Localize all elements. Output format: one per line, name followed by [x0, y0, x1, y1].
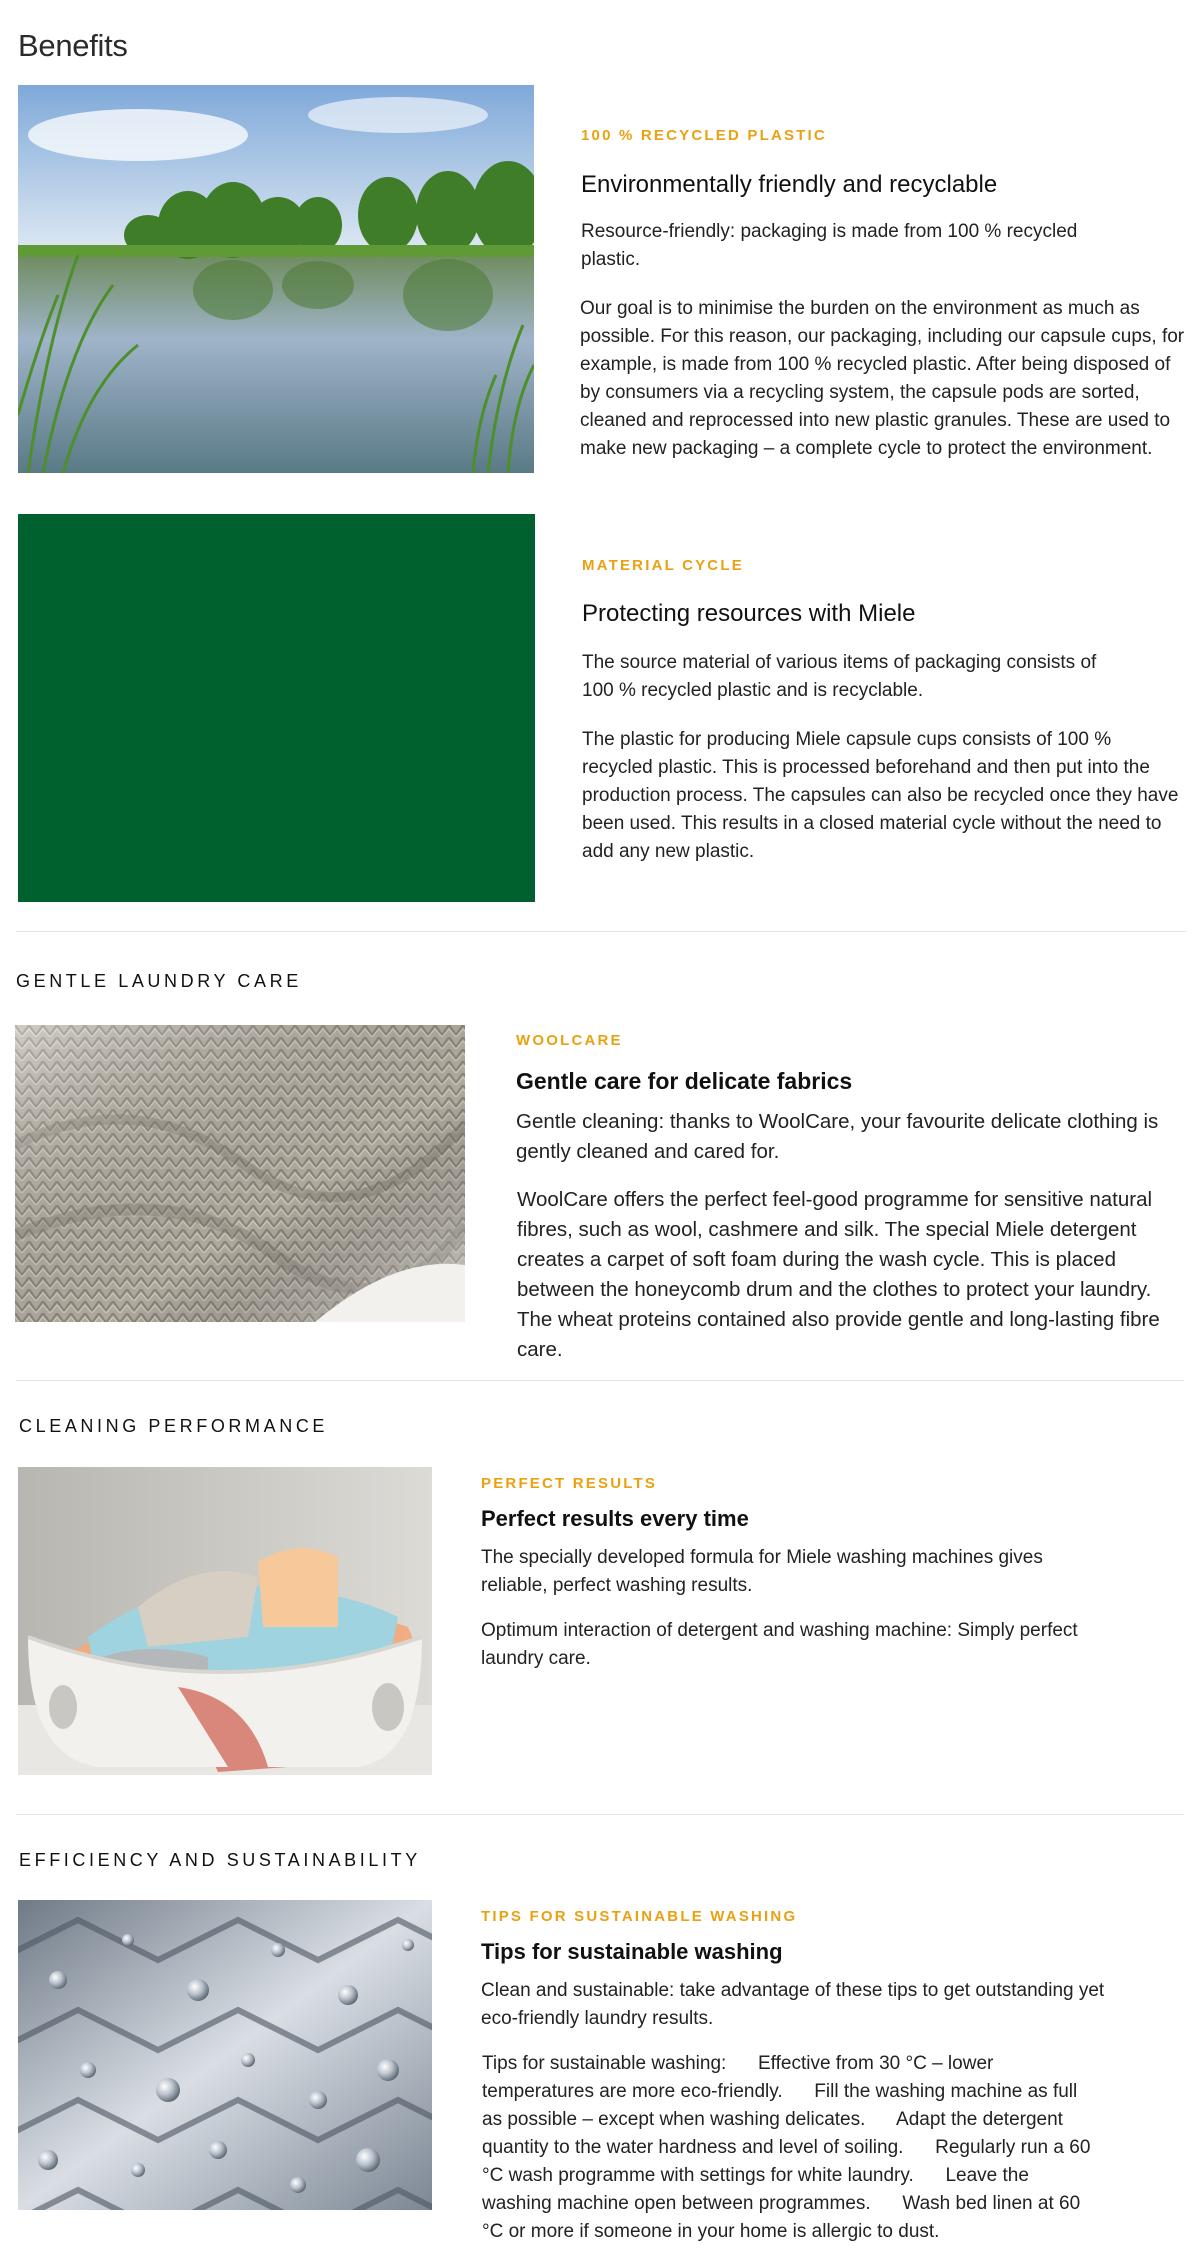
section-heading: Gentle care for delicate fabrics	[516, 1068, 853, 1094]
green-image	[18, 514, 535, 902]
tip-item: Regularly run a 60 °C wash programme with settings for white laundry.	[482, 2137, 1091, 2186]
tip-item: Effective from 30 °C – lower temperatures are more eco-friendly.	[482, 2053, 994, 2102]
section-title: GENTLE LAUNDRY CARE	[16, 971, 302, 991]
tips-intro: Tips for sustainable washing:	[482, 2053, 727, 2074]
divider	[16, 931, 1186, 932]
benefit-eyebrow: 100 % RECYCLED PLASTIC	[581, 127, 827, 144]
section-lead: Gentle cleaning: thanks to WoolCare, your favourite delicate clothing is gently cleaned and cared for.	[516, 1110, 1159, 1163]
section-title: EFFICIENCY AND SUSTAINABILITY	[19, 1850, 421, 1870]
section-heading: Perfect results every time	[481, 1506, 749, 1531]
tip-item: Fill the washing machine as full as possible – except when washing delicates.	[482, 2081, 1078, 2130]
tip-item: Leave the washing machine open between programmes.	[482, 2165, 1029, 2214]
wool-image	[15, 1025, 465, 1322]
section-heading: Tips for sustainable washing	[481, 1939, 783, 1964]
drum-droplets-image	[18, 1900, 432, 2210]
section-lead: Clean and sustainable: take advantage of these tips to get outstanding yet eco-friendly laundry results.	[481, 1980, 1105, 2029]
section-lead: The specially developed formula for Miele washing machines gives reliable, perfect washing results.	[481, 1547, 1043, 1596]
tip-item: Adapt the detergent quantity to the water hardness and level of soiling.	[482, 2109, 1063, 2158]
benefit-body: Our goal is to minimise the burden on the environment as much as possible. For this reason, our packaging, including our capsule cups, for example, is made from 100 % recycled plastic. After being disposed of by consumers via a recycling system, the capsule pods are sorted, cleaned and reprocessed into new plastic granules. These are used to make new packaging – a complete cycle to protect the environment.	[580, 298, 1185, 459]
tip-item: Wash bed linen at 60 °C or more if someone in your home is allergic to dust.	[482, 2193, 1081, 2242]
benefit-lead: The source material of various items of packaging consists of 100 % recycled plastic and is recyclable.	[582, 652, 1097, 701]
page-title: Benefits	[18, 28, 128, 63]
section-eyebrow: TIPS FOR SUSTAINABLE WASHING	[481, 1908, 798, 1925]
benefit-body: The plastic for producing Miele capsule cups consists of 100 % recycled plastic. This is processed beforehand and then put into the production process. The capsules can also be recycled once they have been used. This results in a closed material cycle without the need to add any new plastic.	[582, 729, 1179, 862]
benefit-heading: Environmentally friendly and recyclable	[581, 171, 998, 198]
divider	[16, 1380, 1184, 1381]
section-eyebrow: PERFECT RESULTS	[481, 1475, 658, 1492]
divider	[16, 1814, 1184, 1815]
benefit-heading: Protecting resources with Miele	[582, 600, 916, 627]
section-eyebrow: WOOLCARE	[516, 1032, 623, 1049]
lake-image	[18, 85, 534, 473]
benefit-eyebrow: MATERIAL CYCLE	[582, 557, 744, 574]
section-body: WoolCare offers the perfect feel-good programme for sensitive natural fibres, such as wool, cashmere and silk. The special Miele detergent creates a carpet of soft foam during the wash cycle. This is placed between the honeycomb drum and the clothes to protect your laundry. The wheat proteins contained also provide gentle and long-lasting fibre care.	[517, 1188, 1160, 1361]
benefit-lead: Resource-friendly: packaging is made from 100 % recycled plastic.	[581, 221, 1078, 270]
laundry-basket-image	[18, 1467, 432, 1775]
section-body: Optimum interaction of detergent and washing machine: Simply perfect laundry care.	[481, 1620, 1078, 1669]
tips-list	[482, 2050, 1092, 2246]
section-title: CLEANING PERFORMANCE	[19, 1416, 329, 1436]
